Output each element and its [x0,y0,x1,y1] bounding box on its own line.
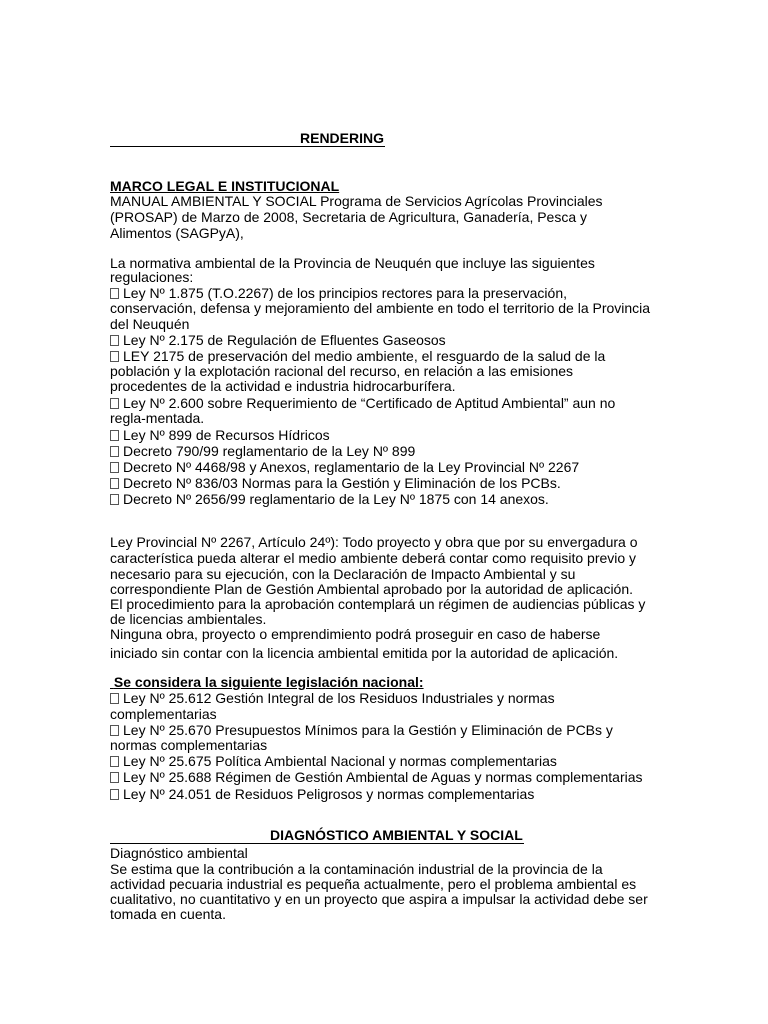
ley-provincial-line: El procedimiento para la aprobación contemplará un régimen de audiencias públicas y [110,596,646,612]
regulation-text: Decreto 790/99 reglamentario de la Ley Nº 899 [123,443,416,459]
manual-title: MANUAL AMBIENTAL Y SOCIAL [110,193,317,209]
regulation-text: Decreto Nº 4468/98 y Anexos, reglamentario de la Ley Provincial Nº 2267 [123,459,580,475]
regulation-text: Ley Nº 899 de Recursos Hídricos [123,427,330,443]
nacional-text: Ley Nº 25.612 Gestión Integral de los Residuos Industriales y normas [123,690,555,706]
bullet-box-icon [110,789,119,800]
title-rule [110,146,385,147]
bullet-box-icon [110,478,119,489]
ley-provincial-line: correspondiente Plan de Gestión Ambiental aprobado por la autoridad de aplicación. [110,581,634,597]
nacional-item [110,770,643,785]
diagnostico-subheading: Diagnóstico ambiental [110,845,248,861]
regulation-item [110,349,605,364]
regulation-text: conservación, defensa y mejoramiento del ambiente en todo el territorio de la Provincia [110,300,651,316]
nacional-heading [110,675,424,690]
normativa-line: La normativa ambiental de la Provincia de Neuquén que incluye las siguientes [110,255,595,271]
regulation-text: del Neuquén [110,316,190,332]
regulation-item [110,476,561,491]
bullet-box-icon [110,446,119,457]
nacional-heading-text: Se considera la siguiente legislación nacional: [113,674,424,690]
nacional-text: normas complementarias [110,737,268,753]
normativa-line: regulaciones: [110,269,194,285]
bullet-box-icon [110,288,119,299]
diagnostico-rule [110,843,524,844]
nacional-item [110,723,613,738]
nacional-text: Ley Nº 25.675 Política Ambiental Nacional y normas complementarias [123,753,557,769]
nacional-text: complementarias [110,706,217,722]
nacional-item [110,754,557,769]
regulation-item [110,444,415,459]
ley-provincial-line: iniciado sin contar con la licencia ambiental emitida por la autoridad de aplicación. [110,645,619,661]
marco-intro-line: Alimentos (SAGPyA), [110,225,244,241]
bullet-box-icon [110,693,119,704]
bullet-box-icon [110,398,119,409]
regulation-text: regla-mentada. [110,410,205,426]
regulation-text: procedentes de la actividad e industria hidrocarburífera. [110,378,456,394]
nacional-text: Ley Nº 25.670 Presupuestos Mínimos para la Gestión y Eliminación de PCBs y [123,722,613,738]
regulation-item [110,286,567,301]
regulation-text: población y la explotación racional del recurso, en relación a las emisiones [110,363,574,379]
bullet-box-icon [110,351,119,362]
regulation-item [110,492,549,507]
diagnostico-line: tomada en cuenta. [110,906,226,922]
regulation-item [110,396,615,411]
regulation-item [110,333,446,348]
regulation-text: Decreto Nº 2656/99 reglamentario de la Ley Nº 1875 con 14 anexos. [123,491,549,507]
bullet-box-icon [110,772,119,783]
bullet-box-icon [110,430,119,441]
nacional-item [110,787,534,802]
ley-provincial-line: Ley Provincial Nº 2267, Artículo 24º): Todo proyecto y obra que por su envergadura o [110,534,638,550]
regulation-text: Ley Nº 1.875 (T.O.2267) de los principios rectores para la preservación, [123,285,568,301]
ley-provincial-line: necesario para su ejecución, con la Declaración de Impacto Ambiental y su [110,566,576,582]
nacional-item [110,691,555,706]
bullet-box-icon [110,725,119,736]
regulation-text: Ley Nº 2.600 sobre Requerimiento de “Certificado de Aptitud Ambiental” aun no [123,395,616,411]
bullet-box-icon [110,494,119,505]
diagnostico-line: cualitativo, no cuantitativo y en un proyecto que aspira a impulsar la actividad debe ser [110,891,648,907]
bullet-box-icon [110,335,119,346]
nacional-text: Ley Nº 24.051 de Residuos Peligrosos y normas complementarias [123,786,535,802]
regulation-text: LEY 2175 de preservación del medio ambiente, el resguardo de la salud de la [123,348,606,364]
bullet-box-icon [110,756,119,767]
marco-intro-line [110,194,603,209]
diagnostico-line: Se estima que la contribución a la contaminación industrial de la provincia de la [110,861,603,877]
ley-provincial-line: Ninguna obra, proyecto o emprendimiento podrá proseguir en caso de haberse [110,626,601,642]
regulation-text: Decreto Nº 836/03 Normas para la Gestión y Eliminación de los PCBs. [123,475,561,491]
regulation-item [110,460,579,475]
marco-heading: MARCO LEGAL E INSTITUCIONAL [110,178,340,194]
ley-provincial-line: de licencias ambientales. [110,611,267,627]
marco-intro-line: (PROSAP) de Marzo de 2008, Secretaria de Agricultura, Ganadería, Pesca y [110,209,588,225]
regulation-item [110,428,330,443]
ley-provincial-line: característica pueda alterar el medio ambiente deberá contar como requisito previo y [110,550,637,566]
marco-intro-rest: Programa de Servicios Agrícolas Provinciales [316,193,603,209]
bullet-box-icon [110,462,119,473]
nacional-text: Ley Nº 25.688 Régimen de Gestión Ambiental de Aguas y normas complementarias [123,769,643,785]
diagnostico-line: actividad pecuaria industrial es pequeña actualmente, pero el problema ambiental es [110,876,637,892]
diagnostico-heading: DIAGNÓSTICO AMBIENTAL Y SOCIAL [270,827,523,843]
regulation-text: Ley Nº 2.175 de Regulación de Efluentes Gaseosos [123,332,446,348]
page-title: RENDERING [300,130,385,146]
